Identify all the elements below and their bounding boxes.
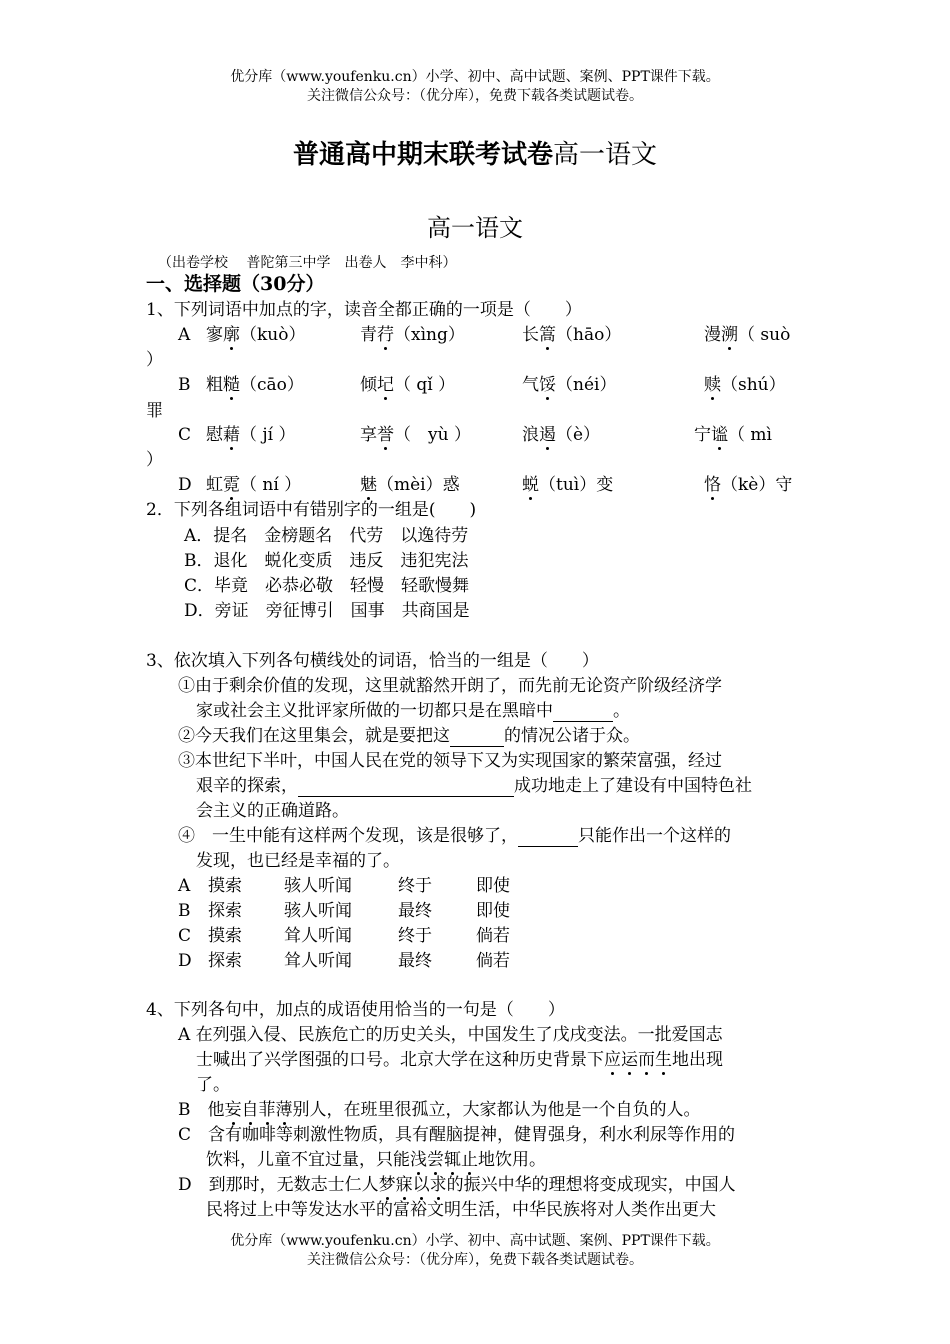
site-footer-line-2: 关注微信公众号：（优分库），免费下载各类试题试卷。 xyxy=(307,1252,643,1268)
q1-d-label: D xyxy=(178,475,192,495)
page-title-bold: 普通高中期末联考试卷 xyxy=(292,140,553,170)
q3-blank-2 xyxy=(450,728,504,747)
q2-option-b: B．退化 蜕化变质 违反 违犯宪法 xyxy=(184,551,469,571)
q3-sentence4-line2: 发现，也已经是幸福的了。 xyxy=(196,851,400,871)
q1-c-item2: 享誉（ yù ） xyxy=(360,425,471,445)
q3-sentence2: ②今天我们在这里集会，就是要把这 的情况公诸于众。 xyxy=(178,726,640,746)
q4-option-a-line2: 士喊出了兴学图强的口号。北京大学在这种历史背景下应运而生地出现 xyxy=(196,1050,723,1070)
q1-a-item2: 青荇（xìng） xyxy=(360,325,465,345)
q1-c-item1: 慰藉（ jí ） xyxy=(206,425,296,445)
q1-b-label: B xyxy=(178,375,191,395)
q3-blank-3 xyxy=(298,778,514,797)
q2-option-c: C．毕竟 必恭必敬 轻慢 轻歌慢舞 xyxy=(184,576,470,596)
exam-setter-info: （出卷学校 普陀第三中学 出卷人 李中科） xyxy=(158,255,457,271)
q1-d-item4: 恪（kè）守 xyxy=(704,475,793,495)
q3-sentence3-line1: ③本世纪下半叶，中国人民在党的领导下又为实现国家的繁荣富强，经过 xyxy=(178,751,722,771)
q1-a-item3: 长篙（hāo） xyxy=(522,325,622,345)
q1-a-wrap: ） xyxy=(146,350,163,370)
q1-a-item4: 漫溯（ suò xyxy=(704,325,791,345)
q4-option-d-line2: 民将过上中等发达水平的富裕文明生活，中华民族将对人类作出更大 xyxy=(206,1200,716,1220)
q1-c-item4: 宁谧（ mì xyxy=(694,425,772,445)
q4-option-b-line1: B 他妄自菲薄别人，在班里很孤立，大家都认为他是一个自负的人。 xyxy=(178,1100,701,1120)
page-subtitle: 高一语文 xyxy=(427,214,523,242)
q3-sentence4-line1: ④ 一生中能有这样两个发现，该是很够了， 只能作出一个这样的 xyxy=(178,826,731,846)
q1-b-item4: 赎（shú） xyxy=(704,375,786,395)
q1-c-item3: 浪遏（è） xyxy=(522,425,601,445)
q3-blank-4 xyxy=(518,828,578,847)
q1-d-item3: 蜕（tuì）变 xyxy=(522,475,614,495)
q4-b-idiom: 妄自菲薄 xyxy=(224,1100,293,1120)
site-footer-line-1: 优分库（www.youfenku.cn）小学、初中、高中试题、案例、PPT课件下载。 xyxy=(230,1233,720,1249)
site-header-line-1: 优分库（www.youfenku.cn）小学、初中、高中试题、案例、PPT课件下载。 xyxy=(230,69,720,85)
q3-sentence1-line1: ①由于剩余价值的发现，这里就豁然开朗了，而先前无论资产阶级经济学 xyxy=(178,676,722,696)
q3-blank-1 xyxy=(553,703,613,722)
q2-option-a: A．提名 金榜题名 代劳 以逸待劳 xyxy=(184,526,469,546)
q2-stem: 2．下列各组词语中有错别字的一组是( ) xyxy=(146,500,477,520)
q4-option-d-line1: D 到那时，无数志士仁人梦寐以求的振兴中华的理想将变成现实，中国人 xyxy=(178,1175,736,1195)
q1-b-item3: 气馁（néi） xyxy=(522,375,617,395)
q4-option-a-line3: 了。 xyxy=(196,1075,230,1095)
q1-c-label: C xyxy=(178,425,192,445)
q4-d-idiom: 梦寐以求 xyxy=(378,1175,447,1195)
q4-stem: 4、下列各句中，加点的成语使用恰当的一句是（ ） xyxy=(146,1000,565,1020)
q1-a-item1: 寥廓（kuò） xyxy=(206,325,306,345)
q4-a-idiom: 应运而生 xyxy=(604,1050,672,1070)
q1-stem: 1、下列词语中加点的字，读音全都正确的一项是（ ） xyxy=(146,300,582,320)
q3-stem: 3、依次填入下列各句横线处的词语，恰当的一组是（ ） xyxy=(146,651,599,671)
q1-d-item1: 虹霓（ ní ） xyxy=(206,475,302,495)
q1-a-label: A xyxy=(178,325,191,345)
q4-option-c-line2: 饮料，儿童不宜过量，只能浅尝辄止地饮用。 xyxy=(206,1150,546,1170)
q3-sentence3-line2: 艰辛的探索， 成功地走上了建设有中国特色社 xyxy=(196,776,752,796)
q3-sentence1-line2: 家或社会主义批评家所做的一切都只是在黑暗中 。 xyxy=(196,701,630,721)
q1-b-item2: 倾圮（ qǐ ） xyxy=(360,375,456,395)
page-title-normal: 高一语文 xyxy=(553,140,658,170)
q2-option-d: D．旁证 旁征博引 国事 共商国是 xyxy=(184,601,470,621)
q4-option-a-line1: A 在列强入侵、民族危亡的历史关头，中国发生了戊戌变法。一批爱国志 xyxy=(178,1025,723,1045)
site-header-line-2: 关注微信公众号：（优分库），免费下载各类试题试卷。 xyxy=(307,88,643,104)
q4-c-idiom: 浅尝辄止 xyxy=(410,1150,478,1170)
q1-b-item1: 粗糙（cāo） xyxy=(206,375,304,395)
q4-option-c-line1: C 含有咖啡等刺激性物质，具有醒脑提神，健胃强身，利水利尿等作用的 xyxy=(178,1125,736,1145)
q1-c-wrap: ） xyxy=(146,450,163,470)
page-title xyxy=(0,134,950,171)
q1-b-wrap: 罪 xyxy=(146,401,163,421)
q1-d-item2: 魅（mèi）惑 xyxy=(360,475,460,495)
q3-sentence3-line3: 会主义的正确道路。 xyxy=(196,801,349,821)
section-heading-choice: 一、选择题（30分） xyxy=(146,273,325,295)
